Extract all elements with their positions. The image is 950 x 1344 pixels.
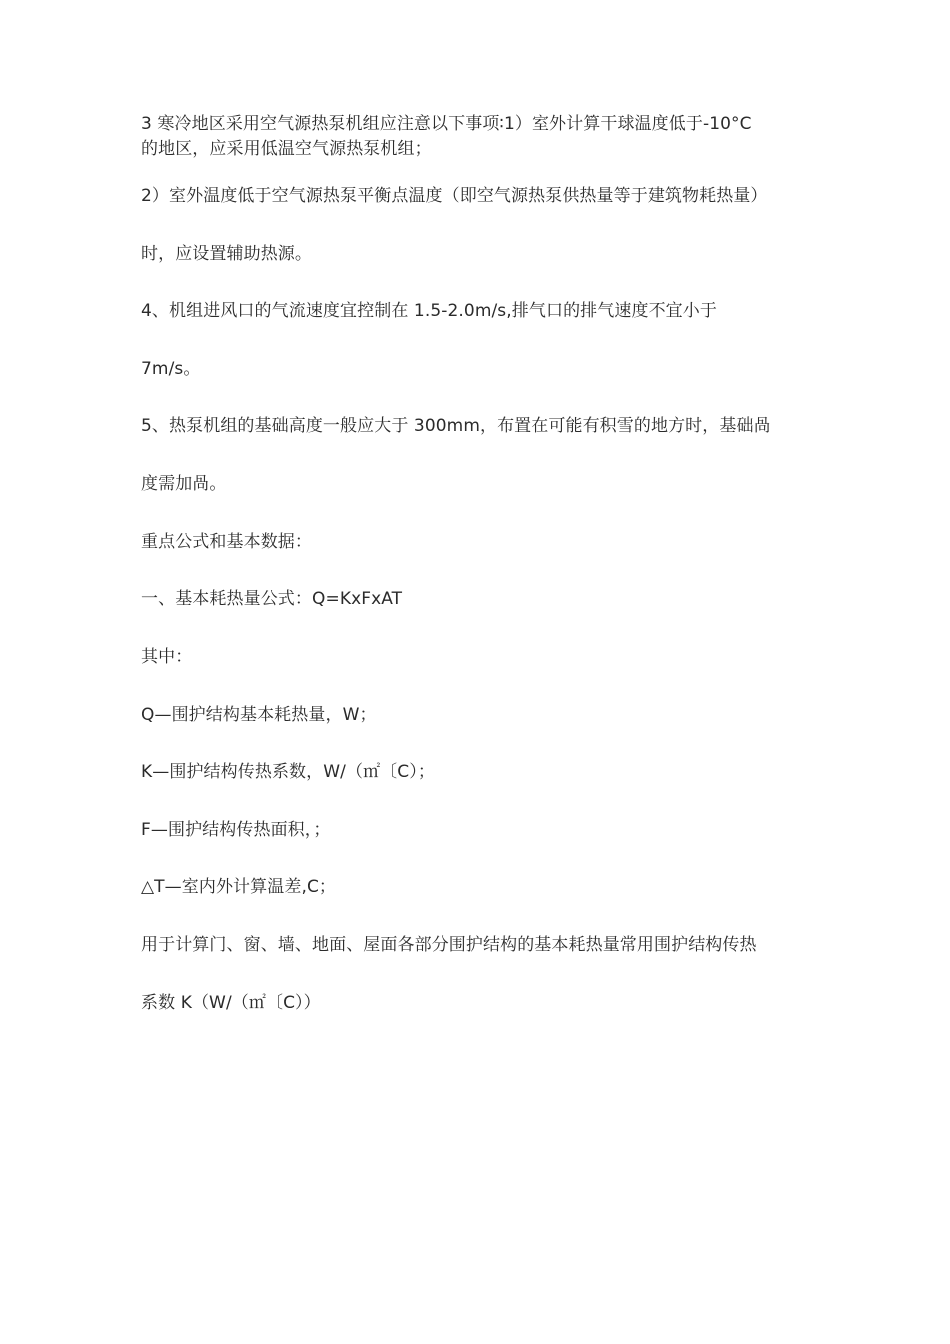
text-line-16: 用于计算门、窗、墙、地面、屋面各部分围护结构的基本耗热量常用围护结构传热	[141, 935, 757, 955]
text-line-where: 其中：	[141, 647, 193, 667]
text-line-4: 时，应设置辅助热源。	[141, 244, 312, 264]
text-line-17: 系数 K（W/（㎡〔C））	[141, 993, 321, 1013]
definition-delta-t: △T—室内外计算温差,C；	[141, 877, 337, 897]
text-line-3: 2）室外温度低于空气源热泵平衡点温度（即空气源热泵供热量等于建筑物耗热量）	[141, 186, 768, 206]
definition-f: F—围护结构传热面积，；	[141, 820, 331, 840]
text-line-5: 4、机组进风口的气流速度宜控制在 1.5-2.0m/s,排气口的排气速度不宜小于	[141, 301, 717, 321]
definition-k: K—围护结构传热系数，W/（㎡〔C）；	[141, 762, 435, 782]
text-line-8: 度需加咼。	[141, 474, 227, 494]
formula-line: 一、基本耗热量公式：Q=KxFxAT	[141, 589, 403, 609]
text-line-7: 5、热泵机组的基础高度一般应大于 300mm，布置在可能有积雪的地方时，基础咼	[141, 416, 771, 436]
text-line-6: 7m/s。	[141, 359, 201, 379]
text-line-1: 3 寒冷地区采用空气源热泵机组应注意以下事项∶1）室外计算干球温度低于-10°C	[141, 114, 752, 134]
section-heading: 重点公式和基本数据：	[141, 532, 312, 552]
text-line-2: 的地区，应采用低温空气源热泵机组；	[141, 139, 432, 159]
definition-q: Q—围护结构基本耗热量，W；	[141, 705, 377, 725]
